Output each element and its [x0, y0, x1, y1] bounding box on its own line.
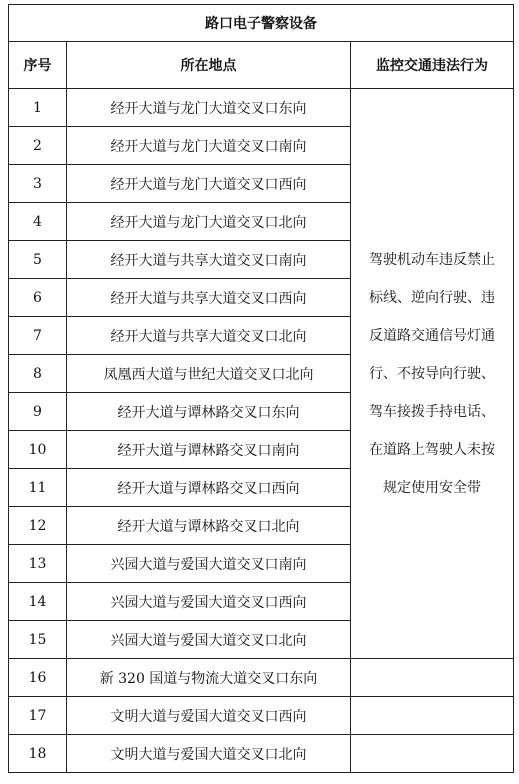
header-seq: 序号	[9, 42, 67, 89]
cell-location: 经开大道与共享大道交叉口北向	[67, 317, 351, 355]
behavior-line: 标线、逆向行驶、违	[369, 289, 496, 306]
table-header-row	[9, 42, 514, 89]
cell-seq: 11	[9, 469, 67, 507]
table-body	[9, 89, 514, 773]
cell-location: 经开大道与共享大道交叉口南向	[67, 241, 351, 279]
cell-location: 兴园大道与爱国大道交叉口西向	[67, 583, 351, 621]
cell-location: 文明大道与爱国大道交叉口北向	[67, 735, 351, 773]
cell-location: 经开大道与谭林路交叉口东向	[67, 393, 351, 431]
cell-seq: 10	[9, 431, 67, 469]
table-row	[9, 659, 514, 697]
cell-seq: 9	[9, 393, 67, 431]
table-row	[9, 697, 514, 735]
cell-seq: 18	[9, 735, 67, 773]
cell-location: 经开大道与龙门大道交叉口北向	[67, 203, 351, 241]
cell-location: 经开大道与龙门大道交叉口东向	[67, 89, 351, 127]
cell-location: 经开大道与谭林路交叉口南向	[67, 431, 351, 469]
table-title-row	[9, 5, 514, 42]
cell-location: 经开大道与谭林路交叉口北向	[67, 507, 351, 545]
cell-seq: 6	[9, 279, 67, 317]
behavior-line: 驾车接拨手持电话、	[369, 403, 496, 420]
cell-seq: 3	[9, 165, 67, 203]
behavior-line: 行、不按导向行驶、	[369, 365, 496, 382]
cell-location: 经开大道与龙门大道交叉口南向	[67, 127, 351, 165]
cell-location: 文明大道与爱国大道交叉口西向	[67, 697, 351, 735]
behavior-line: 规定使用安全带	[383, 479, 482, 496]
cell-location: 兴园大道与爱国大道交叉口南向	[67, 545, 351, 583]
cell-seq: 7	[9, 317, 67, 355]
cell-seq: 12	[9, 507, 67, 545]
cell-location: 凤凰西大道与世纪大道交叉口北向	[67, 355, 351, 393]
cell-behavior-empty	[351, 697, 514, 735]
cell-location: 新 320 国道与物流大道交叉口东向	[67, 659, 351, 697]
header-location: 所在地点	[67, 42, 351, 89]
header-behavior: 监控交通违法行为	[351, 42, 514, 89]
cell-seq: 16	[9, 659, 67, 697]
cell-seq: 5	[9, 241, 67, 279]
table-title: 路口电子警察设备	[9, 5, 514, 42]
cell-behavior-empty	[351, 659, 514, 697]
cell-seq: 8	[9, 355, 67, 393]
behavior-line: 反道路交通信号灯通	[369, 327, 496, 344]
behavior-line: 在道路上驾驶人未按	[369, 441, 496, 458]
table-row	[9, 735, 514, 773]
cell-seq: 15	[9, 621, 67, 659]
cell-behavior-empty	[351, 735, 514, 773]
cell-seq: 13	[9, 545, 67, 583]
cell-location: 经开大道与龙门大道交叉口西向	[67, 165, 351, 203]
table-row	[9, 89, 514, 127]
electronic-police-table	[8, 4, 514, 773]
cell-location: 兴园大道与爱国大道交叉口北向	[67, 621, 351, 659]
cell-seq: 14	[9, 583, 67, 621]
cell-seq: 1	[9, 89, 67, 127]
cell-seq: 4	[9, 203, 67, 241]
cell-seq: 17	[9, 697, 67, 735]
behavior-line: 驾驶机动车违反禁止	[369, 251, 496, 268]
cell-location: 经开大道与共享大道交叉口西向	[67, 279, 351, 317]
cell-seq: 2	[9, 127, 67, 165]
cell-behavior	[351, 89, 514, 659]
cell-location: 经开大道与谭林路交叉口西向	[67, 469, 351, 507]
